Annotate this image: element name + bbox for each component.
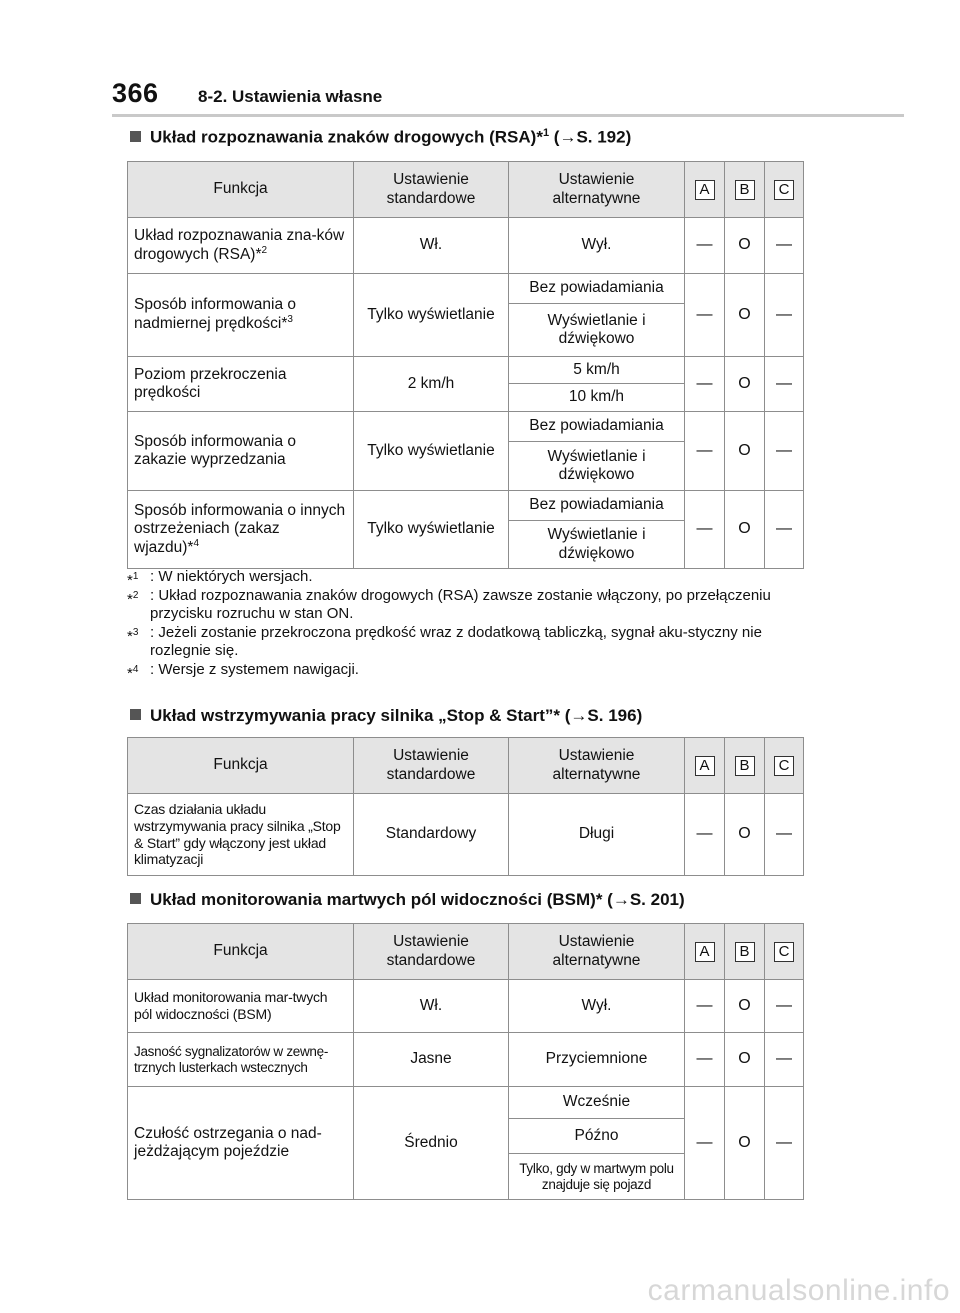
- table-row: [128, 980, 804, 1033]
- section-title: 8-2. Ustawienia własne: [198, 87, 383, 106]
- default-cell: Wł.: [354, 218, 509, 274]
- function-cell: Czułość ostrzegania o nad-jeżdżającym pojeździe: [128, 1087, 354, 1200]
- alternative-cell: Wyświetlanie i dźwiękowo: [509, 442, 685, 491]
- col-b-circle: O: [725, 412, 765, 491]
- col-a-box: A: [695, 942, 715, 962]
- table-row: [128, 412, 804, 442]
- alternative-cell: Wył.: [509, 218, 685, 274]
- footnote: *$^4$ : Wersje z systemem nawigacji.: [127, 661, 359, 682]
- col-b-box: B: [735, 180, 755, 200]
- table-row: [128, 274, 804, 304]
- footnotes: [127, 568, 807, 680]
- table-row: [128, 357, 804, 384]
- col-c-box: C: [774, 180, 794, 200]
- header-function: Funkcja: [128, 738, 354, 794]
- bsm-table: [127, 923, 804, 1200]
- footnote: *$^1$ : W niektórych wersjach.: [127, 568, 313, 589]
- footnote: *$^2$ : Układ rozpoznawania znaków drogowych (RSA) zawsze zostanie włączony, po przełączeniu przycisku rozruchu w stan ON.: [127, 587, 771, 622]
- alternative-cell: Wcześnie: [509, 1087, 685, 1119]
- page-header: [112, 74, 904, 117]
- bsm-heading-ref: (→S. 201): [602, 890, 685, 909]
- col-a-dash: —: [685, 794, 725, 876]
- col-a-dash: —: [685, 1033, 725, 1087]
- table-row: [128, 1033, 804, 1087]
- alternative-cell: Bez powiadamiania: [509, 491, 685, 521]
- rsa-table: [127, 161, 804, 569]
- header-col-a: [685, 162, 725, 218]
- default-cell: 2 km/h: [354, 357, 509, 412]
- col-c-dash: —: [765, 218, 804, 274]
- function-cell: Układ monitorowania mar-twych pól widoczności (BSM): [128, 980, 354, 1033]
- alternative-cell: Długi: [509, 794, 685, 876]
- function-cell: Czas działania układu wstrzymywania pracy silnika „Stop & Start” gdy włączony jest układ klimatyzacji: [128, 794, 354, 876]
- alternative-cell: Późno: [509, 1119, 685, 1154]
- watermark: carmanualsonline.info: [647, 1274, 950, 1307]
- stopstart-header-row: [128, 738, 804, 794]
- alternative-cell: Bez powiadamiania: [509, 412, 685, 442]
- col-b-circle: O: [725, 980, 765, 1033]
- col-c-box: C: [774, 756, 794, 776]
- table-row: [128, 794, 804, 876]
- header-alternative: Ustawienie alternatywne: [509, 162, 685, 218]
- header-col-a: [685, 738, 725, 794]
- default-cell: Standardowy: [354, 794, 509, 876]
- default-cell: Jasne: [354, 1033, 509, 1087]
- page-number: 366: [112, 78, 159, 108]
- rsa-heading-ref: (→S. 192): [549, 127, 632, 147]
- col-b-circle: O: [725, 357, 765, 412]
- col-a-box: A: [695, 756, 715, 776]
- function-cell: Sposób informowania o nadmiernej prędkości*$^3$: [128, 274, 354, 357]
- col-a-dash: —: [685, 491, 725, 569]
- rsa-header-row: [128, 162, 804, 218]
- bullet-square-icon: [130, 131, 141, 142]
- col-c-dash: —: [765, 1087, 804, 1200]
- col-c-dash: —: [765, 357, 804, 412]
- header-alternative: Ustawienie alternatywne: [509, 738, 685, 794]
- header-col-c: [765, 162, 804, 218]
- alternative-cell: Wyświetlanie i dźwiękowo: [509, 521, 685, 569]
- col-b-box: B: [735, 942, 755, 962]
- header-default: Ustawienie standardowe: [354, 738, 509, 794]
- header-col-b: [725, 924, 765, 980]
- stopstart-heading: [130, 706, 642, 726]
- rsa-heading: [130, 127, 631, 148]
- col-a-dash: —: [685, 274, 725, 357]
- table-row: [128, 1087, 804, 1119]
- col-c-dash: —: [765, 274, 804, 357]
- default-cell: Tylko wyświetlanie: [354, 274, 509, 357]
- rsa-heading-sup: 1: [542, 127, 550, 139]
- default-cell: Wł.: [354, 980, 509, 1033]
- alternative-cell: Tylko, gdy w martwym polu znajduje się pojazd: [509, 1154, 685, 1200]
- col-a-dash: —: [685, 218, 725, 274]
- alternative-cell: 5 km/h: [509, 357, 685, 384]
- col-c-box: C: [774, 942, 794, 962]
- col-a-box: A: [695, 180, 715, 200]
- alternative-cell: Przyciemnione: [509, 1033, 685, 1087]
- header-col-c: [765, 738, 804, 794]
- col-c-dash: —: [765, 412, 804, 491]
- col-b-circle: O: [725, 794, 765, 876]
- header-function: Funkcja: [128, 924, 354, 980]
- table-row: [128, 218, 804, 274]
- header-function: Funkcja: [128, 162, 354, 218]
- function-cell: Układ rozpoznawania zna-ków drogowych (RSA)*$^2$: [128, 218, 354, 274]
- stopstart-table: [127, 737, 804, 876]
- col-c-dash: —: [765, 491, 804, 569]
- col-b-circle: O: [725, 491, 765, 569]
- function-cell: Jasność sygnalizatorów w zewnę-trznych lusterkach wstecznych: [128, 1033, 354, 1087]
- col-a-dash: —: [685, 412, 725, 491]
- col-c-dash: —: [765, 980, 804, 1033]
- col-b-circle: O: [725, 1087, 765, 1200]
- stopstart-heading-text: Układ wstrzymywania pracy silnika „Stop & Start”*: [150, 706, 561, 725]
- col-b-circle: O: [725, 1033, 765, 1087]
- col-a-dash: —: [685, 357, 725, 412]
- alternative-cell: 10 km/h: [509, 384, 685, 412]
- alternative-cell: Bez powiadamiania: [509, 274, 685, 304]
- bullet-square-icon: [130, 893, 141, 904]
- header-default: Ustawienie standardowe: [354, 162, 509, 218]
- default-cell: Tylko wyświetlanie: [354, 491, 509, 569]
- default-cell: Tylko wyświetlanie: [354, 412, 509, 491]
- col-b-circle: O: [725, 274, 765, 357]
- rsa-heading-text: Układ rozpoznawania znaków drogowych (RSA)*: [150, 127, 543, 147]
- col-b-circle: O: [725, 218, 765, 274]
- alternative-cell: Wył.: [509, 980, 685, 1033]
- col-a-dash: —: [685, 980, 725, 1033]
- header-col-c: [765, 924, 804, 980]
- col-c-dash: —: [765, 794, 804, 876]
- col-b-box: B: [735, 756, 755, 776]
- stopstart-heading-ref: (→S. 196): [560, 706, 643, 725]
- function-cell: Sposób informowania o zakazie wyprzedzania: [128, 412, 354, 491]
- footnote: *$^3$ : Jeżeli zostanie przekroczona prędkość wraz z dodatkową tabliczką, sygnał aku-styczny nie rozlegnie się.: [127, 624, 762, 659]
- bullet-square-icon: [130, 709, 141, 720]
- function-cell: Poziom przekroczenia prędkości: [128, 357, 354, 412]
- default-cell: Średnio: [354, 1087, 509, 1200]
- bsm-heading-text: Układ monitorowania martwych pól widoczności (BSM)*: [150, 890, 603, 909]
- header-col-b: [725, 162, 765, 218]
- bsm-heading: [130, 890, 685, 910]
- col-c-dash: —: [765, 1033, 804, 1087]
- header-default: Ustawienie standardowe: [354, 924, 509, 980]
- header-col-a: [685, 924, 725, 980]
- function-cell: Sposób informowania o innych ostrzeżeniach (zakaz wjazdu)*$^4$: [128, 491, 354, 569]
- header-alternative: Ustawienie alternatywne: [509, 924, 685, 980]
- col-a-dash: —: [685, 1087, 725, 1200]
- bsm-header-row: [128, 924, 804, 980]
- alternative-cell: Wyświetlanie i dźwiękowo: [509, 304, 685, 357]
- table-row: [128, 491, 804, 521]
- header-col-b: [725, 738, 765, 794]
